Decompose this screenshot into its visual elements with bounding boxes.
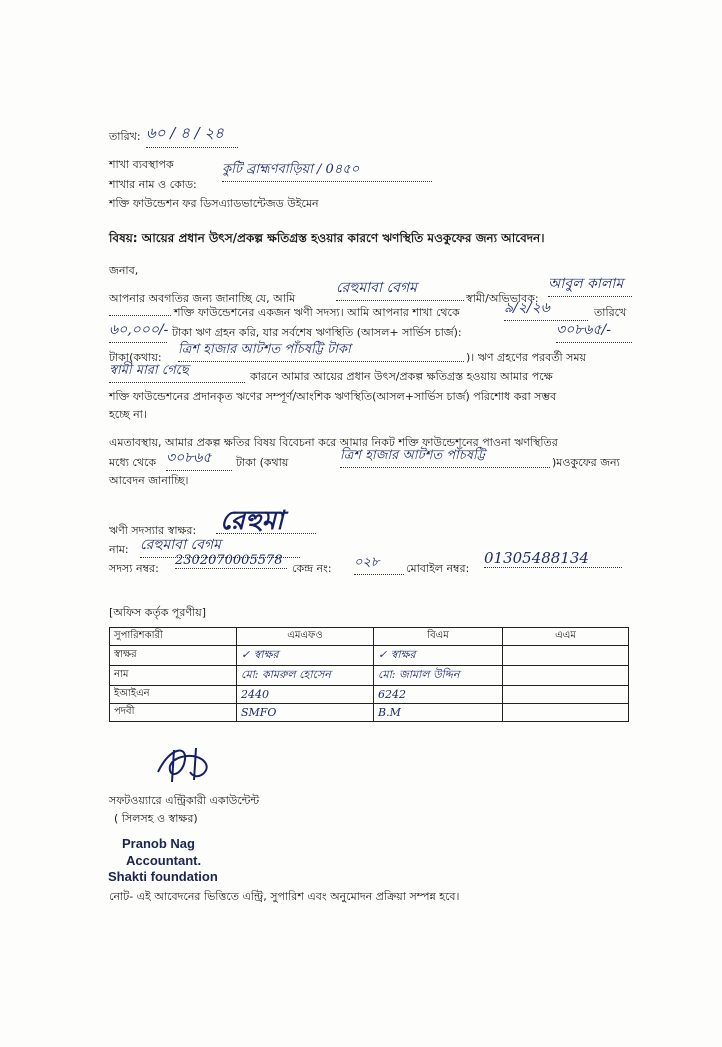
- mfo-designation: SMFO: [237, 704, 374, 722]
- office-heading: [অফিস কর্তৃক পূরণীয়]: [109, 606, 206, 619]
- table-row: [110, 646, 629, 666]
- guardian-name: আবুল কালাম: [548, 272, 632, 297]
- member-name-value: রেহুমাবা বেগম: [140, 533, 300, 558]
- accountant-line-1: সফটওয়্যারে এন্ট্রিকারী একাউন্টেন্ট: [109, 794, 260, 807]
- office-col-bm: বিএম: [374, 628, 503, 646]
- accountant-line-2: ( সিলসহ ও স্বাক্ষর): [114, 812, 198, 825]
- member-name-label: নাম:: [109, 543, 129, 556]
- bm-designation: B.M: [374, 704, 503, 722]
- waiver-in-words: ত্রিশ হাজার আটশত পাঁচষট্টি: [340, 446, 550, 468]
- mfo-name: মো: কামরুল হোসেন: [237, 666, 374, 686]
- para1-text-c: শক্তি ফাউন্ডেশনের একজন ঋণী সদস্য। আমি আপনার শাখা থেকে: [174, 306, 460, 319]
- balance-in-words: ত্রিশ হাজার আটশত পাঁচষট্টি টাকা: [178, 340, 464, 362]
- stamp-org: Shakti foundation: [108, 869, 218, 884]
- date-value: ৬০ / ৪ / ২৪: [146, 122, 238, 148]
- recipient-line-1: শাখা ব্যবস্থাপক: [109, 158, 174, 171]
- row-label-ein: ইআইএন: [110, 686, 237, 704]
- am-ein: [503, 686, 629, 704]
- loan-amount: ৬০,০০০/-: [109, 318, 167, 343]
- member-number-label: সদস্য নম্বর:: [109, 562, 159, 575]
- para1-text-i: শক্তি ফাউন্ডেশনের প্রদানকৃত ঋণের সম্পূর্ণ/আংশিক ঋণস্থিতি(আসল+সার্ভিস চার্জ) পরিশোধ করা সম্ভব: [109, 390, 557, 403]
- para1-text-h: কারনে আমার আয়ের প্রধান উৎস/প্রকল্প ক্ষতিগ্রস্ত হওয়ায় আমার পক্ষে: [250, 370, 553, 383]
- bm-name: মো: জামাল উদ্দিন: [374, 666, 503, 686]
- salutation: জনাব,: [109, 264, 139, 277]
- center-label: কেন্দ্র নং:: [292, 562, 332, 575]
- row-label-designation: পদবী: [110, 704, 237, 722]
- para2-text-b: মধ্যে থেকে: [109, 456, 157, 469]
- row-label-name: নাম: [110, 666, 237, 686]
- mobile-value: 01305488134: [484, 549, 622, 568]
- accountant-signature-mark: [150, 742, 220, 788]
- table-row: [110, 686, 629, 704]
- mobile-label: মোবাইল নম্বর:: [406, 562, 470, 575]
- para2-text-a: এমতাবস্থায়, আমার প্রকল্প ক্ষতির বিষয় বিবেচনা করে আমার নিকট শক্তি ফাউন্ডেশনের পাওনা ঋণস্থিতির: [109, 436, 558, 449]
- recipient-line-2: শাখার নাম ও কোড:: [109, 178, 197, 191]
- am-signature: [503, 646, 629, 666]
- applicant-name: রেহুমাবা বেগম: [336, 276, 464, 301]
- office-col-recommender: সুপারিশকারী: [110, 628, 237, 646]
- table-row: [110, 704, 629, 722]
- stamp-name: Pranob Nag: [122, 836, 195, 851]
- damage-cause: স্বামী মারা গেছে: [109, 361, 245, 383]
- waiver-amount: ৩০৮৬৫: [166, 446, 232, 471]
- office-table-header: [110, 628, 629, 646]
- date-label: তারিখ:: [109, 130, 141, 143]
- para1-text-g: )। ঋণ গ্রহণের পরবর্তী সময়: [466, 351, 586, 364]
- mfo-ein: 2440: [237, 686, 374, 704]
- row-label-signature: স্বাক্ষর: [110, 646, 237, 666]
- para1-text-j: হচ্ছে না।: [109, 408, 147, 421]
- subject-line: বিষয়: আয়ের প্রধান উৎস/প্রকল্প ক্ষতিগ্রস্ত হওয়ার কারণে ঋণস্থিতি মওকুফের জন্য আবেদন।: [109, 231, 545, 245]
- center-value: ০২৮: [354, 553, 404, 575]
- para1-text-b: স্বামী/অভিভাবক:: [466, 292, 539, 305]
- para1-text-d: তারিখে: [594, 306, 627, 319]
- footer-note: নোট- এই আবেদনের ভিত্তিতে এন্ট্রি, সুপারিশ এবং অনুমোদন প্রক্রিয়া সম্পন্ন হবে।: [109, 890, 460, 903]
- member-sign-label: ঋণী সদস্যার স্বাক্ষর:: [109, 524, 197, 537]
- loan-balance: ৩০৮৬৫/-: [556, 318, 632, 343]
- office-table: [109, 627, 629, 722]
- bm-signature: ✓ স্বাক্ষর: [374, 646, 503, 666]
- blank-line: [109, 305, 171, 316]
- branch-value: কুটি ব্রাহ্মণবাড়িয়া / 0৪৫০: [222, 160, 432, 182]
- para2-text-e: আবেদন জানাচ্ছি।: [109, 474, 189, 487]
- para1-text-e: টাকা ঋণ গ্রহন করি, যার সর্বশেষ ঋণস্থিতি (আসল+ সার্ভিস চার্জ):: [172, 326, 462, 339]
- mfo-signature: ✓ স্বাক্ষর: [237, 646, 374, 666]
- am-designation: [503, 704, 629, 722]
- am-name: [503, 666, 629, 686]
- para1-text-a: আপনার অবগতির জন্য জানাচ্ছি যে, আমি: [109, 292, 296, 305]
- stamp-title: Accountant.: [126, 853, 202, 868]
- loan-date: ৯/২/২৬: [504, 296, 588, 321]
- para1-text-f: টাকা(কথায়:: [109, 351, 162, 364]
- para2-text-d: )মওকুফের জন্য: [552, 456, 620, 469]
- office-col-mfo: এমএফও: [237, 628, 374, 646]
- bm-ein: 6242: [374, 686, 503, 704]
- para2-text-c: টাকা (কথায়: [236, 456, 289, 469]
- recipient-line-3: শক্তি ফাউন্ডেশন ফর ডিসএ্যাডভান্টেজড উইমেন: [109, 197, 319, 210]
- office-col-am: এএম: [503, 628, 629, 646]
- table-row: [110, 666, 629, 686]
- member-number-value: 2302070005578: [175, 553, 287, 569]
- member-signature: রেহুমা: [220, 506, 284, 536]
